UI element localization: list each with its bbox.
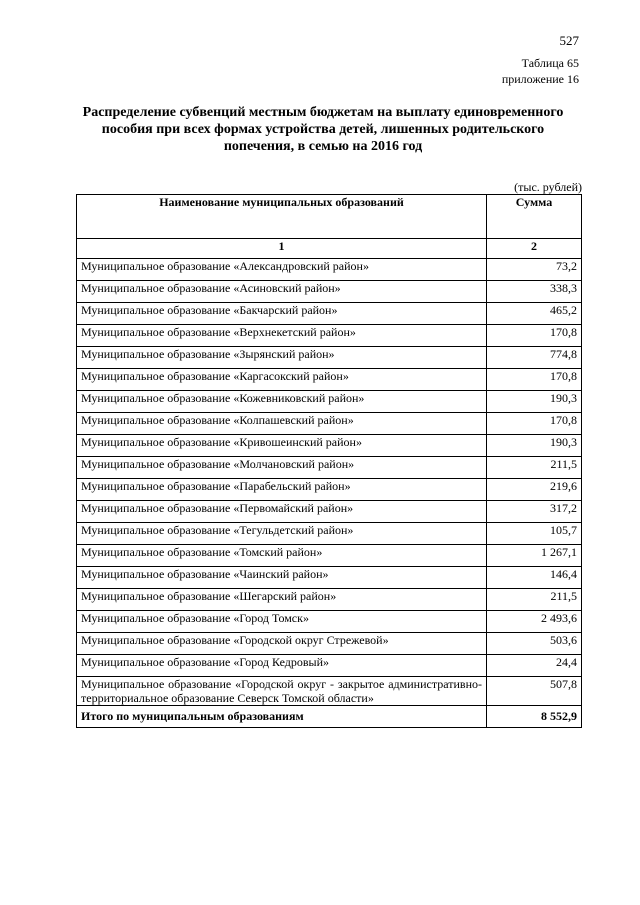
column-number-2: 2 [487,239,582,259]
subsidies-table [76,194,582,728]
subsidy-amount: 507,8 [487,677,582,706]
municipality-name: Муниципальное образование «Парабельский район» [77,479,487,501]
municipality-name: Муниципальное образование «Александровский район» [77,259,487,281]
municipality-name: Муниципальное образование «Асиновский район» [77,281,487,303]
table-row [77,281,582,303]
column-header-name: Наименование муниципальных образований [77,195,487,239]
table-row [77,479,582,501]
subsidy-amount: 317,2 [487,501,582,523]
subsidy-amount: 170,8 [487,369,582,391]
subsidy-amount: 503,6 [487,633,582,655]
municipality-name: Муниципальное образование «Молчановский район» [77,457,487,479]
table-row [77,567,582,589]
table-row [77,523,582,545]
table-row [77,501,582,523]
subsidy-amount: 24,4 [487,655,582,677]
municipality-name: Муниципальное образование «Чаинский район» [77,567,487,589]
subsidy-amount: 170,8 [487,325,582,347]
column-header-sum: Сумма [487,195,582,239]
table-label: Таблица 65 [521,56,579,70]
table-row [77,457,582,479]
table-header-row [77,195,582,239]
total-amount: 8 552,9 [487,706,582,728]
municipality-name: Муниципальное образование «Городской округ - закрытое административно-территориальное образование Северск Томской области» [77,677,487,706]
subsidy-amount: 170,8 [487,413,582,435]
table-row [77,589,582,611]
municipality-name: Муниципальное образование «Городской округ Стрежевой» [77,633,487,655]
table-row [77,347,582,369]
subsidy-amount: 465,2 [487,303,582,325]
subsidy-amount: 2 493,6 [487,611,582,633]
table-body [77,239,582,728]
municipality-name: Муниципальное образование «Город Кедровый» [77,655,487,677]
table-row [77,655,582,677]
table-row [77,611,582,633]
subsidy-amount: 105,7 [487,523,582,545]
municipality-name: Муниципальное образование «Колпашевский район» [77,413,487,435]
subsidy-amount: 774,8 [487,347,582,369]
subsidy-amount: 190,3 [487,391,582,413]
municipality-name: Муниципальное образование «Бакчарский район» [77,303,487,325]
municipality-name: Муниципальное образование «Кривошеинский район» [77,435,487,457]
subsidy-amount: 1 267,1 [487,545,582,567]
municipality-name: Муниципальное образование «Томский район» [77,545,487,567]
total-label: Итого по муниципальным образованиям [77,706,487,728]
municipality-name: Муниципальное образование «Шегарский район» [77,589,487,611]
subsidy-amount: 211,5 [487,457,582,479]
column-number-1: 1 [77,239,487,259]
table-row [77,413,582,435]
units-label: (тыс. рублей) [514,180,582,194]
table-row [77,325,582,347]
table-row [77,259,582,281]
subsidy-amount: 219,6 [487,479,582,501]
subsidy-amount: 211,5 [487,589,582,611]
subsidy-amount: 338,3 [487,281,582,303]
municipality-name: Муниципальное образование «Верхнекетский район» [77,325,487,347]
subsidy-amount: 73,2 [487,259,582,281]
document-title: Распределение субвенций местным бюджетам на выплату единовременного пособия при всех формах устройства детей, лишенных родительского попечения, в семью на 2016 год [82,105,564,154]
table-row [77,633,582,655]
subsidy-amount: 190,3 [487,435,582,457]
table-row [77,391,582,413]
table-row [77,303,582,325]
municipality-name: Муниципальное образование «Кожевниковский район» [77,391,487,413]
municipality-name: Муниципальное образование «Город Томск» [77,611,487,633]
page-number: 527 [559,33,579,48]
appendix-label: приложение 16 [501,72,579,86]
table-row [77,545,582,567]
municipality-name: Муниципальное образование «Тегульдетский район» [77,523,487,545]
table-row [77,369,582,391]
total-row [77,706,582,728]
subsidy-amount: 146,4 [487,567,582,589]
municipality-name: Муниципальное образование «Каргасокский район» [77,369,487,391]
municipality-name: Муниципальное образование «Зырянский район» [77,347,487,369]
table-row [77,435,582,457]
column-number-row [77,239,582,259]
table-row [77,677,582,706]
municipality-name: Муниципальное образование «Первомайский район» [77,501,487,523]
